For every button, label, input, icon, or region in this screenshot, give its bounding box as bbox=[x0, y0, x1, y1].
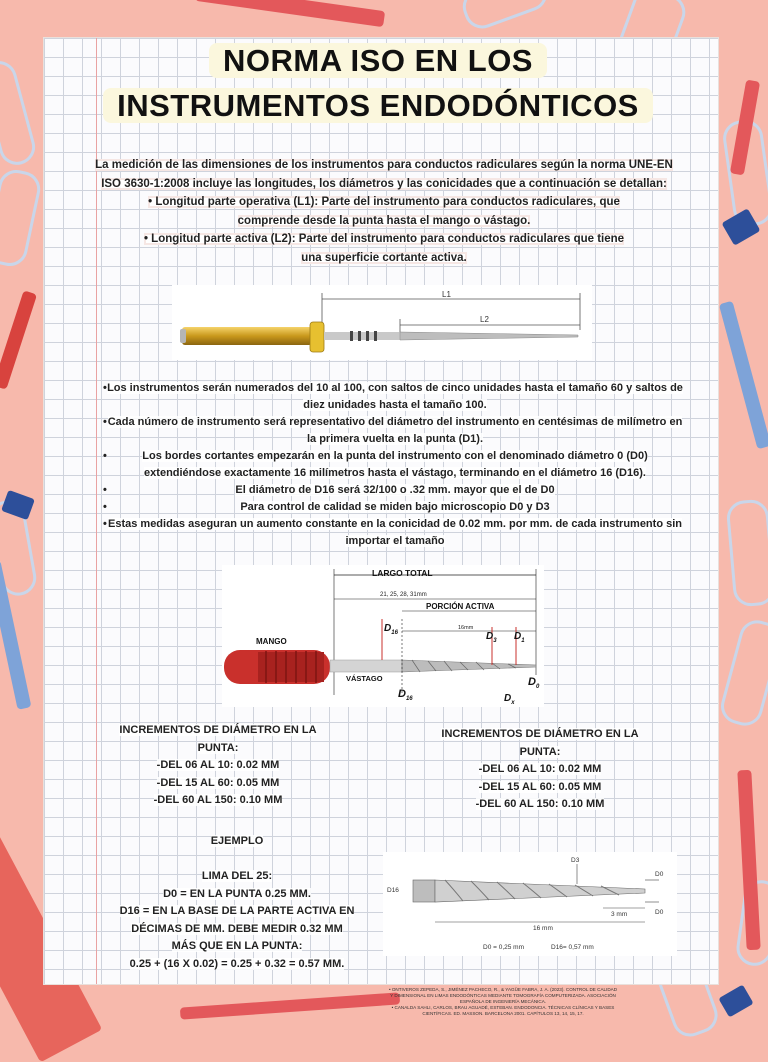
file-shank-vastago bbox=[330, 660, 402, 672]
lengths-label: 21, 25, 28, 31mm bbox=[380, 592, 427, 598]
example-line: MÁS QUE EN LA PUNTA: bbox=[171, 940, 303, 952]
file-handle bbox=[182, 327, 312, 345]
increments-right bbox=[440, 726, 640, 814]
paperclip-decoration bbox=[458, 0, 552, 34]
references bbox=[388, 987, 618, 1017]
intro-line: La medición de las dimensiones de los instrumentos para conductos radiculares según la norma UNE-EN bbox=[95, 159, 673, 171]
pencil-decoration bbox=[180, 992, 400, 1019]
increment-item: -DEL 06 AL 10: 0.02 MM bbox=[156, 759, 280, 771]
list-item: • Los instrumentos serán numerados del 10 al 100, con saltos de cinco unidades hasta el tamaño 60 y saltos de diez unidades hasta el tamaño 100. bbox=[105, 380, 685, 414]
increments-heading: INCREMENTOS DE DIÁMETRO EN LA bbox=[119, 724, 317, 736]
paperclip-decoration bbox=[725, 498, 768, 607]
porcion-activa-label: PORCIÓN ACTIVA bbox=[426, 602, 495, 611]
intro-line: una superficie cortante activa. bbox=[301, 251, 467, 264]
binder-clip-decoration bbox=[718, 984, 753, 1017]
list-item: • Para control de calidad se miden bajo microscopio D0 y D3 bbox=[105, 499, 685, 516]
example-heading: EJEMPLO bbox=[210, 835, 264, 847]
increment-item: -DEL 60 AL 150: 0.10 MM bbox=[153, 794, 283, 806]
d0-label: $D_0$ bbox=[528, 676, 540, 690]
increment-item: -DEL 06 AL 10: 0.02 MM bbox=[478, 763, 602, 775]
d3-top-label: D3 bbox=[571, 857, 580, 864]
d16-value-label: D16= 0,57 mm bbox=[551, 944, 594, 951]
file-shank bbox=[324, 332, 400, 340]
instrument-lengths-diagram bbox=[172, 285, 592, 360]
file-anatomy-diagram bbox=[222, 565, 544, 707]
example-line: D16 = EN LA BASE DE LA PARTE ACTIVA EN bbox=[119, 905, 355, 917]
pencil-decoration bbox=[719, 301, 768, 450]
vastago-label: VÁSTAGO bbox=[346, 674, 383, 683]
increment-item: -DEL 15 AL 60: 0.05 MM bbox=[156, 776, 280, 789]
intro-line: • Longitud parte activa (L2): Parte del instrumento para conductos radiculares que tiene bbox=[143, 233, 625, 245]
file-active-part bbox=[435, 880, 645, 902]
page-title bbox=[83, 38, 673, 128]
list-item: • El diámetro de D16 será 32/100 o .32 mm. mayor que el de D0 bbox=[105, 482, 685, 499]
file-anatomy-figure bbox=[222, 565, 544, 707]
d0-value-label: D0 = 0,25 mm bbox=[483, 944, 525, 951]
title-line-1: NORMA ISO EN LOS bbox=[209, 43, 547, 78]
increments-left bbox=[118, 722, 318, 810]
title-line-2: INSTRUMENTOS ENDODÓNTICOS bbox=[103, 88, 653, 123]
intro-line: ISO 3630-1:2008 incluye las longitudes, los diámetros y las conicidades que a continuación se detallan: bbox=[101, 177, 667, 190]
d16-bottom-label: $D_{16}$ bbox=[398, 688, 413, 702]
increment-item: -DEL 15 AL 60: 0.05 MM bbox=[478, 780, 602, 793]
mango-label: MANGO bbox=[256, 637, 287, 646]
largo-total-label: LARGO TOTAL bbox=[372, 568, 433, 578]
paperclip-decoration bbox=[0, 167, 44, 270]
d0-side-label: D0 bbox=[655, 909, 664, 916]
list-item: • Cada número de instrumento será representativo del diámetro del instrumento en centésimas de milímetro en la primera vuelta en la punta (D1). bbox=[105, 414, 685, 448]
sixteen-mm-label: 16mm bbox=[458, 625, 474, 631]
reference-item: • ONTIVEROS ZEPEDA, S., JIMÉNEZ PACHECO, R., & YAGÜE FABRA, J. A. (2023). CONTROL DE CALIDAD Y DIMENSIONAL EN LIMAS ENDODÓNTICAS MEDIANTE TOMOGRAFÍA COMPUTERIZADA. ASOCIACIÓN ESPAÑOLA DE INGENIERÍA MECÁNICA. bbox=[388, 987, 618, 1004]
l2-label: L2 bbox=[480, 315, 489, 324]
d1-label: $D_1$ bbox=[514, 631, 525, 644]
l1-label: L1 bbox=[442, 290, 451, 299]
sixteen-mm-label: 16 mm bbox=[533, 925, 553, 932]
example-line: DÉCIMAS DE MM. DEBE MEDIR 0.32 MM bbox=[131, 922, 343, 935]
paperclip-decoration bbox=[717, 616, 768, 729]
diameter-measurement-figure bbox=[383, 852, 677, 956]
specs-list bbox=[105, 380, 685, 550]
instrument-lengths-figure bbox=[172, 285, 592, 360]
pencil-decoration bbox=[195, 0, 385, 27]
example-line: 0.25 + (16 X 0.02) = 0.25 + 0.32 = 0.57 MM. bbox=[129, 957, 345, 970]
pencil-decoration bbox=[0, 290, 37, 389]
increments-heading: PUNTA: bbox=[197, 741, 239, 754]
list-item: • Estas medidas aseguran un aumento constante en la conicidad de 0.02 mm. por mm. de cada instrumento sin importar el tamaño bbox=[105, 516, 685, 550]
d16-side-label: D16 bbox=[387, 887, 399, 894]
example-block bbox=[112, 833, 362, 973]
reference-item: • CANALDA SAHLI, CARLOS, BRAU AGUADÉ, ESTEBAN. ENDODONCIA. TÉCNICAS CLÍNICAS Y BASES CIENTÍFICAS. ED. MASSON. BARCELONA 2001. CAPÍTULOS 13, 14, 15, 17. bbox=[391, 1005, 615, 1016]
file-active-part bbox=[400, 332, 578, 340]
increments-heading: PUNTA: bbox=[519, 745, 561, 758]
list-item: • Los bordes cortantes empezarán en la punta del instrumento con el denominado diámetro 0 (D0) extendiéndose exactamente 16 milímetros hasta el vástago, terminando en el diámetro 16 (D16). bbox=[105, 448, 685, 482]
intro-line: • Longitud parte operativa (L1): Parte del instrumento para conductos radiculares, que bbox=[148, 196, 620, 208]
d0-top-label: D0 bbox=[655, 871, 664, 878]
paperclip-decoration bbox=[0, 57, 39, 169]
increments-heading: INCREMENTOS DE DIÁMETRO EN LA bbox=[441, 728, 639, 740]
d16-top-label: $D_{16}$ bbox=[384, 623, 398, 636]
example-line: LIMA DEL 25: bbox=[201, 870, 273, 882]
intro-paragraph bbox=[84, 156, 684, 267]
diameter-measurement-diagram bbox=[383, 852, 677, 956]
three-mm-label: 3 mm bbox=[611, 911, 628, 918]
example-line: D0 = EN LA PUNTA 0.25 MM. bbox=[163, 887, 311, 900]
dx-label: $D_x$ bbox=[504, 693, 515, 706]
intro-line: comprende desde la punta hasta el mango o vástago. bbox=[237, 214, 531, 227]
increment-item: -DEL 60 AL 150: 0.10 MM bbox=[475, 798, 605, 810]
d3-label: $D_3$ bbox=[486, 631, 497, 644]
